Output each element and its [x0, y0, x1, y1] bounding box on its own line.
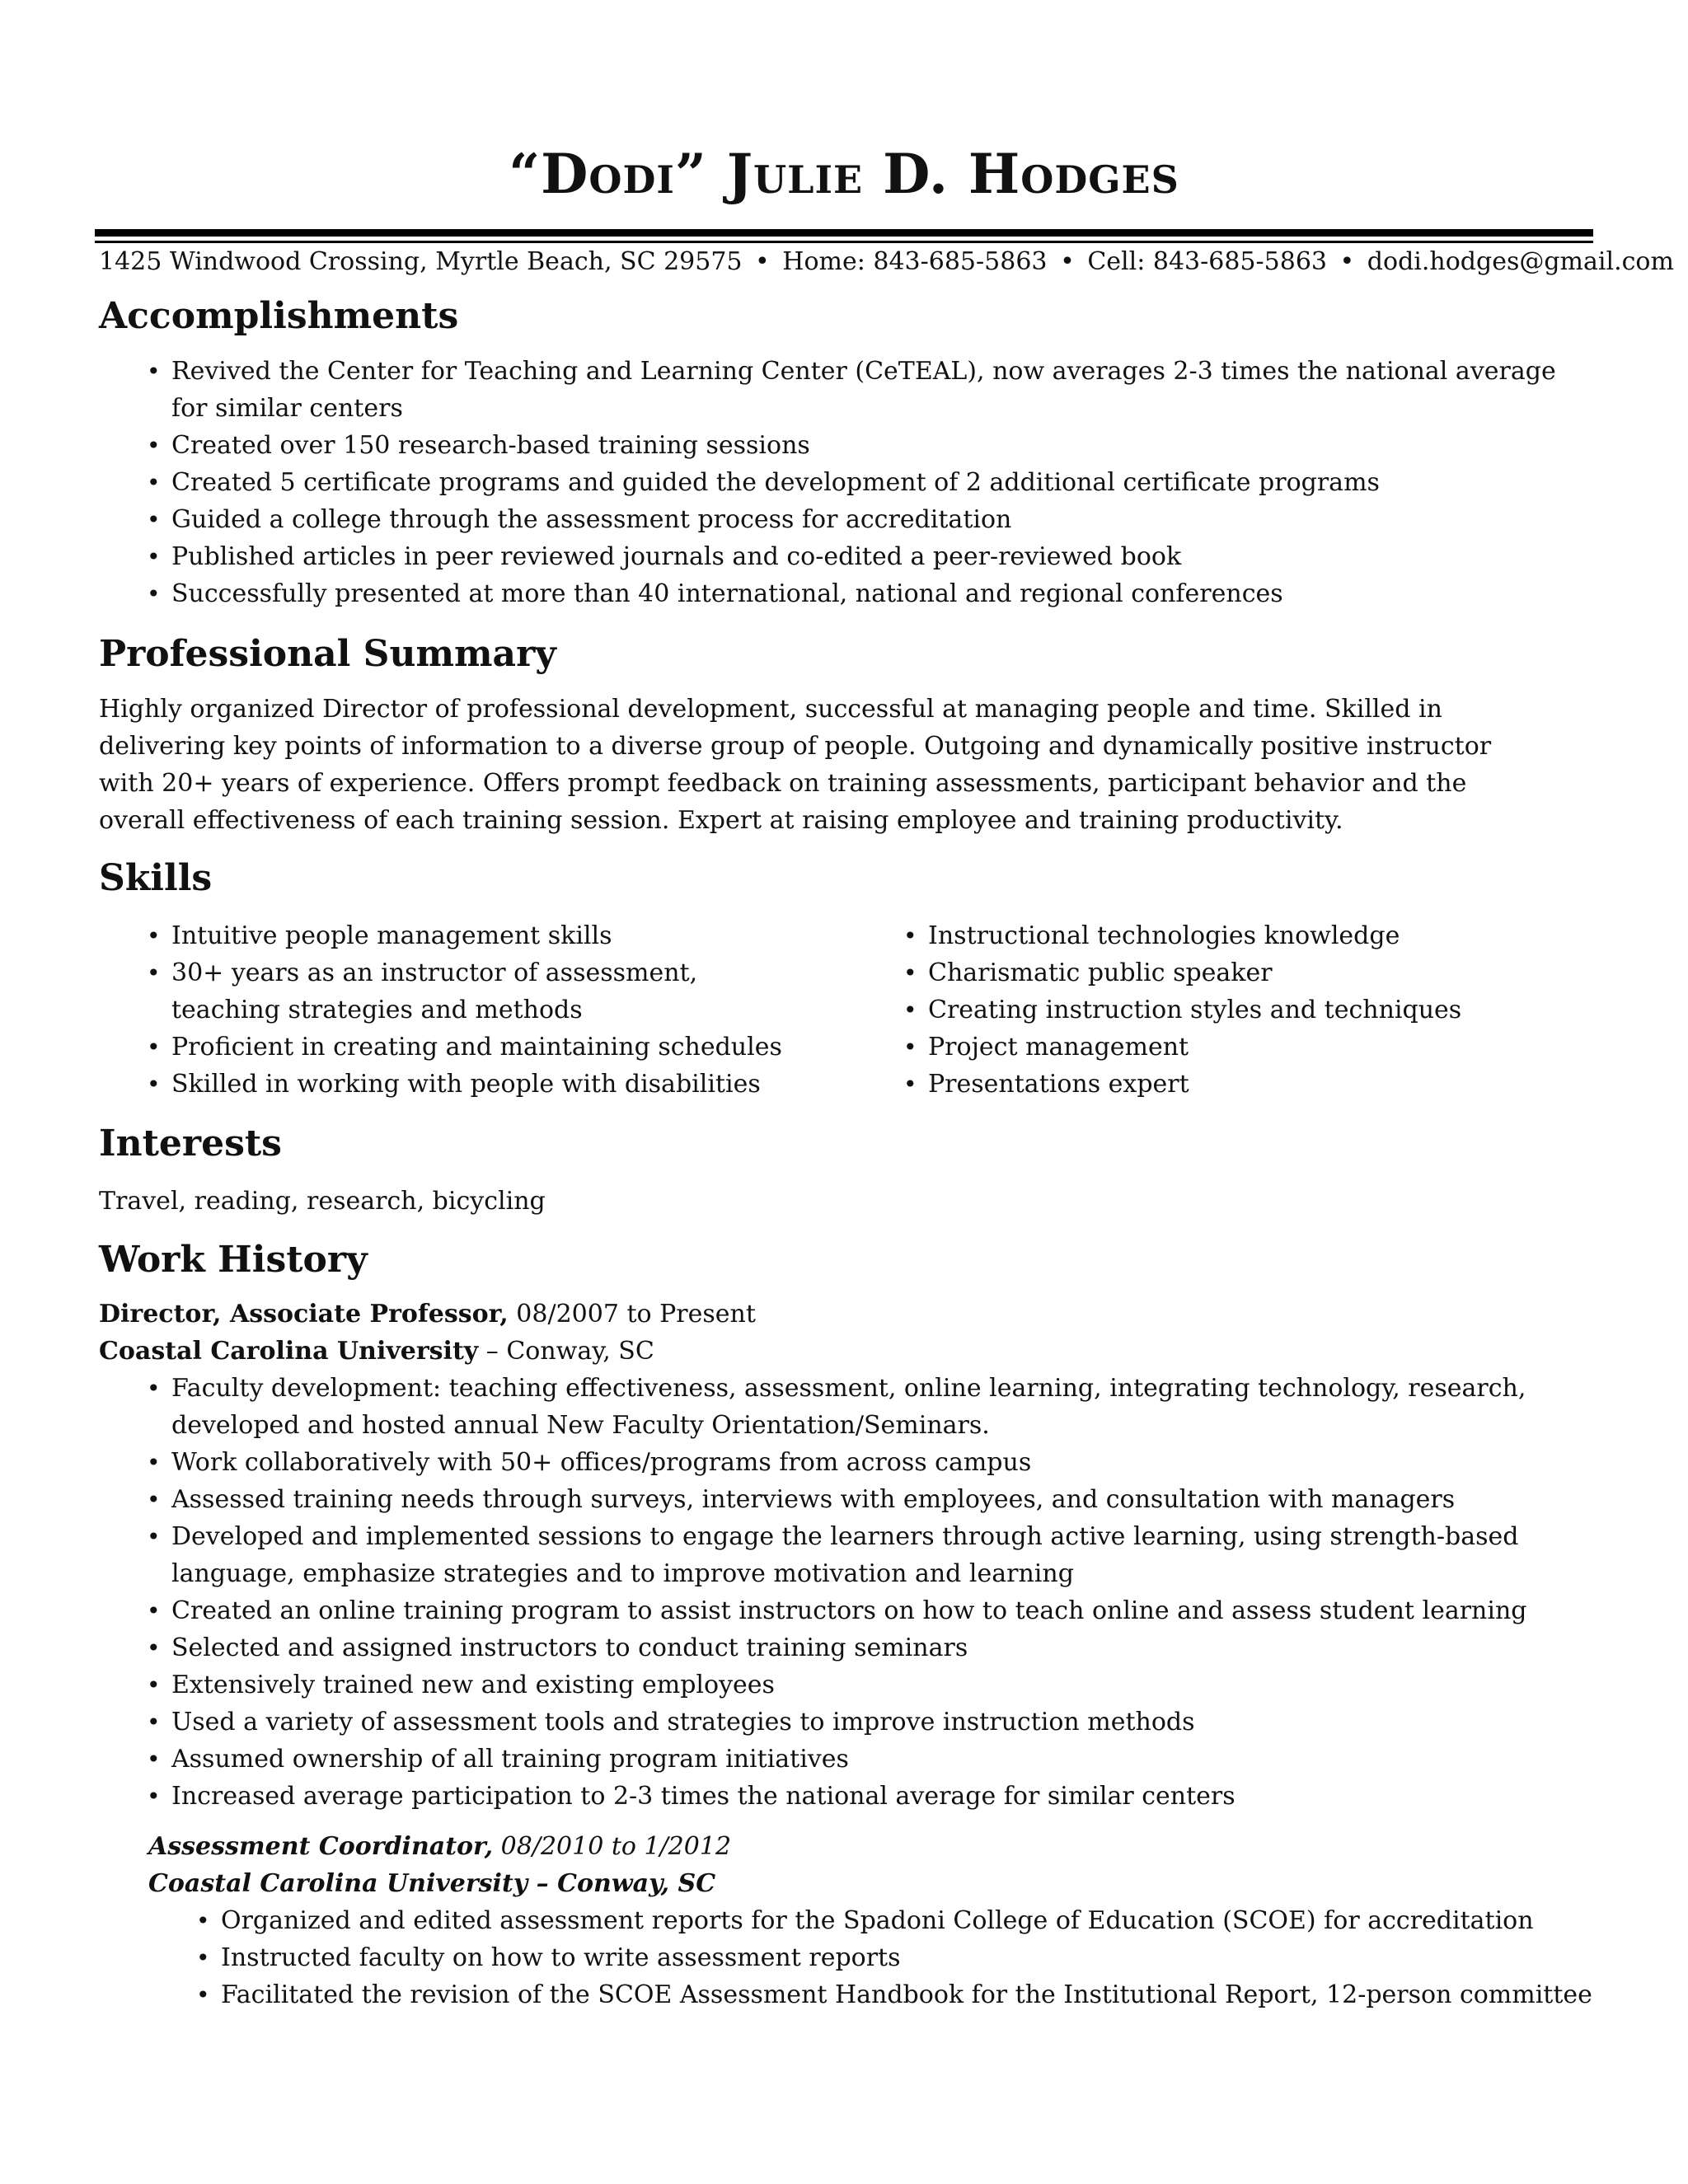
list-item: • Instructional technologies knowledge	[856, 917, 1597, 954]
cell-phone: Cell: 843-685-5863	[1087, 247, 1327, 276]
summary-heading: Professional Summary	[99, 633, 556, 675]
list-item: • Increased average participation to 2-3 times the national average for similar centers	[99, 1778, 1558, 1815]
list-item: • Organized and edited assessment reports for the Spadoni College of Education (SCOE) for accreditation	[148, 1902, 1599, 1939]
list-item: • Selected and assigned instructors to conduct training seminars	[99, 1629, 1558, 1666]
list-item: • Proficient in creating and maintaining schedules	[99, 1029, 808, 1066]
list-item: • Intuitive people management skills	[99, 917, 808, 954]
skills-heading: Skills	[99, 857, 213, 899]
job-employer: Coastal Carolina University	[99, 1337, 479, 1366]
list-item: • Created an online training program to assist instructors on how to teach online and assess student learning	[99, 1592, 1558, 1629]
job-employer: Coastal Carolina University – Conway, SC	[148, 1869, 716, 1898]
home-phone: Home: 843-685-5863	[782, 247, 1048, 276]
skills-list-left	[99, 917, 808, 1103]
list-item: • Facilitated the revision of the SCOE Assessment Handbook for the Institutional Report, 12-person committee	[148, 1976, 1599, 2013]
job-title-line	[99, 1296, 756, 1333]
list-item: • Work collaboratively with 50+ offices/programs from across campus	[99, 1444, 1558, 1481]
accomplishments-heading: Accomplishments	[99, 295, 459, 337]
job-title: Assessment Coordinator,	[148, 1832, 494, 1861]
list-item: • Extensively trained new and existing employees	[99, 1666, 1558, 1704]
list-item: • Project management	[856, 1029, 1597, 1066]
list-item: • Charismatic public speaker	[856, 954, 1597, 991]
list-item: • Instructed faculty on how to write assessment reports	[148, 1939, 1599, 1976]
job-duties-list	[99, 1370, 1558, 1815]
address: 1425 Windwood Crossing, Myrtle Beach, SC 29575	[99, 247, 743, 276]
separator-bullet: •	[755, 247, 770, 276]
contact-line	[99, 246, 1674, 279]
list-item: • 30+ years as an instructor of assessment, teaching strategies and methods	[99, 954, 808, 1029]
summary-text: Highly organized Director of professional development, successful at managing people and time. Skilled in delivering key points of information to a diverse group of people. Outgoing and dynamically positive instructor with 20+ years of experience. Offers prompt feedback on training assessments, participant behavior and the overall effectiveness of each training session. Expert at raising employee and training productivity.	[99, 695, 1492, 835]
list-item: • Creating instruction styles and techniques	[856, 991, 1597, 1029]
list-item: • Assumed ownership of all training program initiatives	[99, 1741, 1558, 1778]
candidate-name: “Dodi” Julie D. Hodges	[509, 142, 1179, 206]
list-item: • Faculty development: teaching effectiveness, assessment, online learning, integrating technology, research, developed and hosted annual New Faculty Orientation/Seminars.	[99, 1370, 1558, 1444]
list-item: • Guided a college through the assessment process for accreditation	[99, 501, 1582, 538]
job-employer-line	[148, 1865, 715, 1902]
list-item: • Published articles in peer reviewed journals and co-edited a peer-reviewed book	[99, 538, 1582, 575]
header-rule-thin	[95, 241, 1593, 243]
list-item: • Developed and implemented sessions to engage the learners through active learning, using strength-based language, emphasize strategies and to improve motivation and learning	[99, 1518, 1558, 1592]
interests-heading: Interests	[99, 1122, 282, 1165]
list-item: • Used a variety of assessment tools and strategies to improve instruction methods	[99, 1704, 1558, 1741]
list-item: • Successfully presented at more than 40 international, national and regional conferences	[99, 575, 1582, 612]
work-history-heading: Work History	[99, 1239, 368, 1281]
separator-bullet: •	[1060, 247, 1075, 276]
job-title: Director, Associate Professor,	[99, 1300, 509, 1329]
list-item: • Created over 150 research-based training sessions	[99, 427, 1582, 464]
list-item: • Presentations expert	[856, 1066, 1597, 1103]
list-item: • Revived the Center for Teaching and Learning Center (CeTEAL), now averages 2-3 times the national average for similar centers	[99, 353, 1582, 427]
list-item: • Created 5 certificate programs and guided the development of 2 additional certificate programs	[99, 464, 1582, 501]
job-dates: 08/2007 to Present	[516, 1300, 756, 1329]
job-employer-line	[99, 1333, 654, 1370]
header-rule-thick	[95, 229, 1593, 237]
accomplishments-list	[99, 353, 1582, 612]
skills-list-right	[856, 917, 1597, 1103]
job-dates: 08/2010 to 1/2012	[500, 1832, 732, 1861]
list-item: • Assessed training needs through surveys, interviews with employees, and consultation with managers	[99, 1481, 1558, 1518]
separator-bullet: •	[1339, 247, 1355, 276]
email: dodi.hodges@gmail.com	[1367, 247, 1674, 276]
list-item: • Skilled in working with people with disabilities	[99, 1066, 808, 1103]
job-duties-list	[148, 1902, 1599, 2013]
job-location: – Conway, SC	[485, 1337, 654, 1366]
interests-text: Travel, reading, research, bicycling	[99, 1187, 546, 1216]
job-title-line	[148, 1828, 731, 1865]
